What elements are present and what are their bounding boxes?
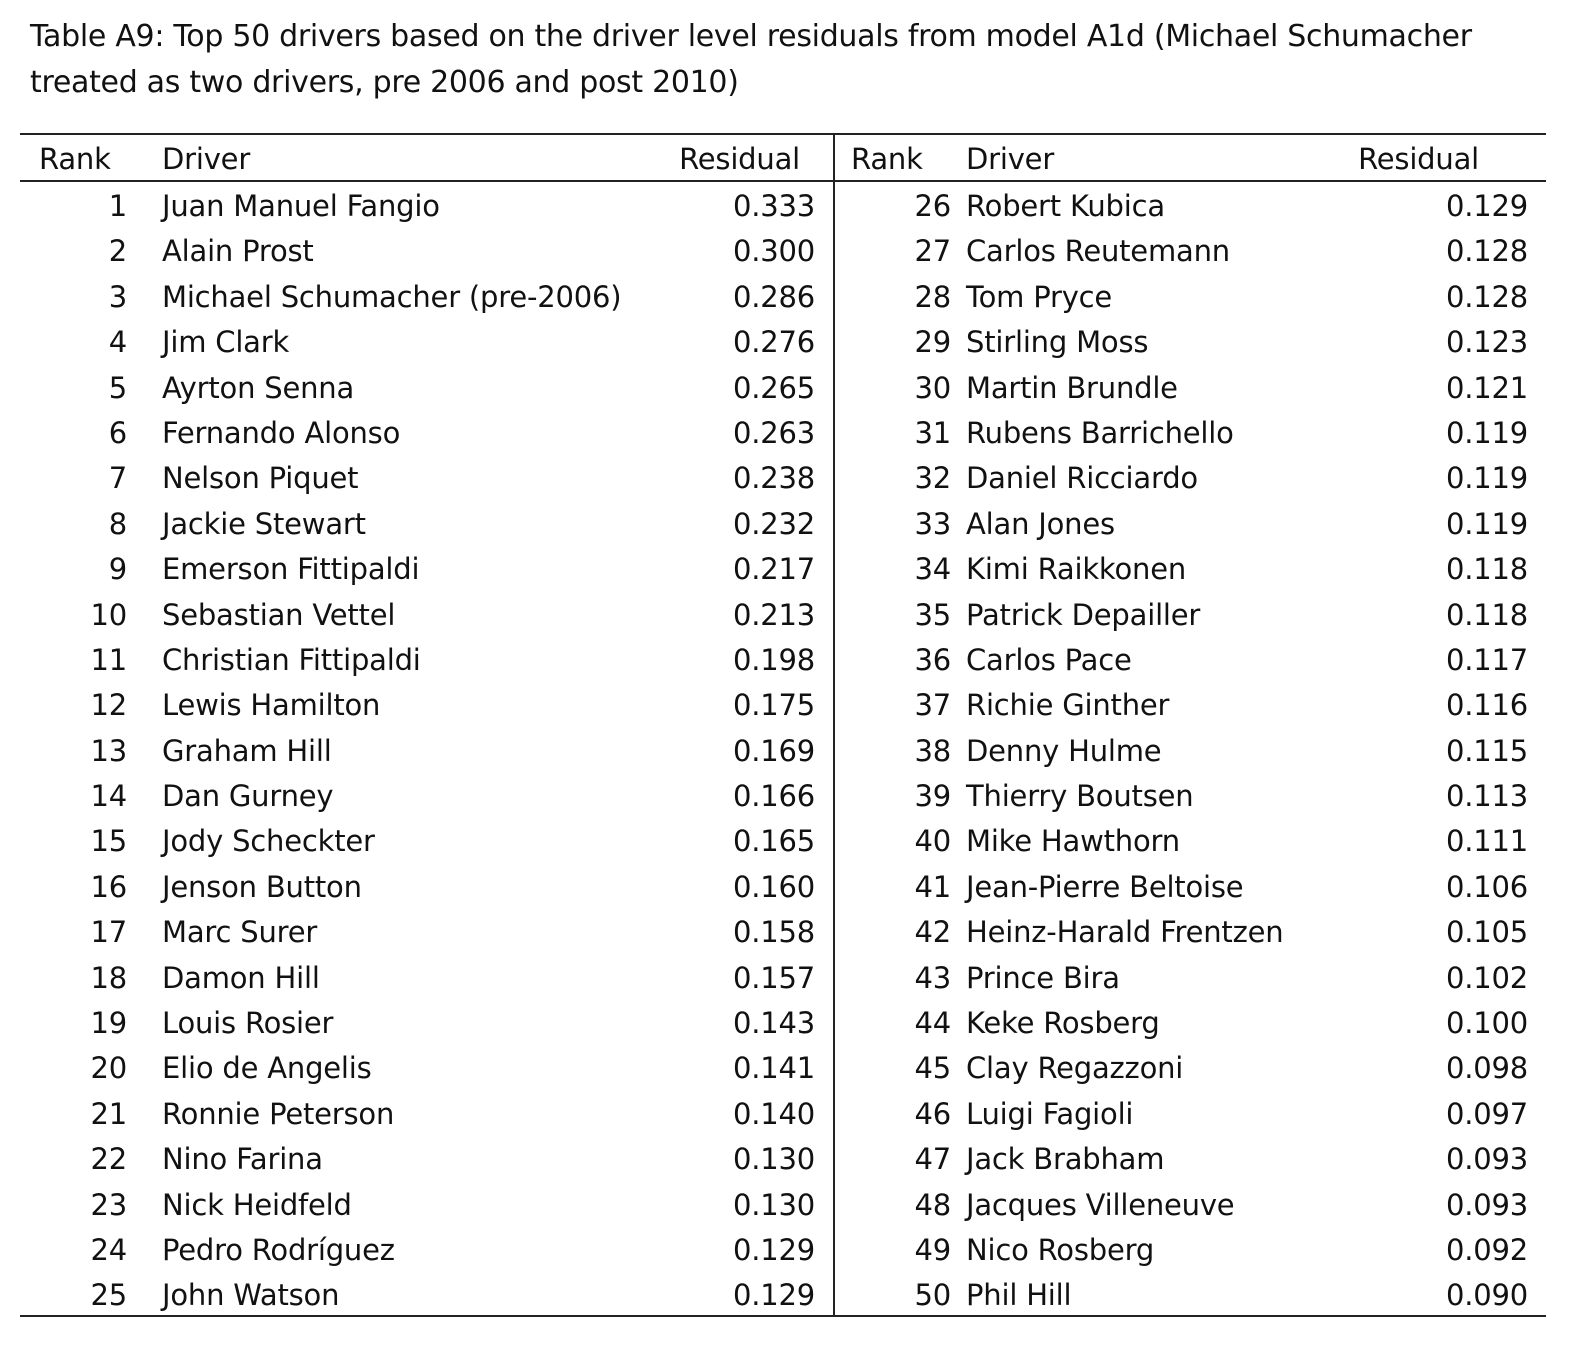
rank-cell: 11 — [90, 642, 127, 677]
residual-cell: 0.097 — [1445, 1096, 1528, 1131]
rank-cell: 33 — [914, 506, 951, 541]
rank-cell: 36 — [914, 642, 951, 677]
driver-cell: Jim Clark — [162, 325, 290, 360]
driver-cell: Pedro Rodríguez — [162, 1232, 395, 1267]
residual-cell: 0.165 — [732, 824, 815, 859]
driver-cell: Elio de Angelis — [162, 1051, 372, 1086]
driver-cell: Dan Gurney — [162, 779, 334, 814]
residual-cell: 0.130 — [732, 1187, 815, 1222]
header-driver: Driver — [966, 142, 1055, 176]
rank-cell: 18 — [90, 960, 127, 995]
table-row — [20, 273, 833, 318]
residual-cell: 0.092 — [1445, 1232, 1528, 1267]
residual-cell: 0.143 — [732, 1006, 815, 1041]
residual-cell: 0.121 — [1445, 370, 1528, 405]
driver-cell: Emerson Fittipaldi — [162, 552, 420, 587]
residual-cell: 0.102 — [1445, 960, 1528, 995]
rank-cell: 12 — [90, 688, 127, 723]
rank-cell: 1 — [108, 189, 127, 223]
table-row — [20, 1226, 833, 1271]
table-row — [835, 863, 1546, 908]
rank-cell: 13 — [90, 733, 127, 768]
rank-cell: 27 — [914, 234, 951, 269]
header-residual: Residual — [679, 142, 800, 176]
table-row — [835, 409, 1546, 454]
rank-cell: 48 — [914, 1187, 951, 1222]
driver-cell: Damon Hill — [162, 960, 320, 995]
rank-cell: 34 — [914, 552, 951, 587]
residual-cell: 0.090 — [1445, 1278, 1528, 1313]
driver-cell: Keke Rosberg — [966, 1006, 1160, 1041]
table-row — [20, 500, 833, 545]
driver-cell: Martin Brundle — [966, 370, 1178, 405]
driver-cell: Rubens Barrichello — [966, 415, 1234, 450]
residual-cell: 0.116 — [1445, 688, 1528, 723]
rank-cell: 4 — [108, 325, 127, 360]
table-row — [20, 908, 833, 953]
driver-cell: Ronnie Peterson — [162, 1096, 395, 1131]
driver-cell: Kimi Raikkonen — [966, 552, 1187, 587]
driver-cell: Christian Fittipaldi — [162, 642, 421, 677]
table-row — [20, 863, 833, 908]
rank-cell: 35 — [914, 597, 951, 632]
residual-cell: 0.141 — [732, 1051, 815, 1086]
table-row — [835, 182, 1546, 227]
rank-cell: 19 — [90, 1006, 127, 1041]
rank-cell: 25 — [90, 1278, 127, 1313]
residual-cell: 0.157 — [732, 960, 815, 995]
table-row — [835, 999, 1546, 1044]
residual-cell: 0.111 — [1445, 824, 1528, 859]
table-row — [20, 772, 833, 817]
table-row — [20, 954, 833, 999]
rank-cell: 5 — [108, 370, 127, 405]
driver-cell: Robert Kubica — [966, 189, 1165, 223]
rank-cell: 41 — [914, 869, 951, 904]
rank-cell: 32 — [914, 461, 951, 496]
driver-cell: Jack Brabham — [966, 1142, 1165, 1177]
rank-cell: 40 — [914, 824, 951, 859]
drivers-table — [20, 133, 1546, 1317]
table-row — [20, 636, 833, 681]
driver-cell: Alain Prost — [162, 234, 314, 269]
header-row — [835, 135, 1546, 182]
rank-cell: 10 — [90, 597, 127, 632]
residual-cell: 0.128 — [1445, 234, 1528, 269]
header-row — [20, 135, 833, 182]
rank-cell: 38 — [914, 733, 951, 768]
residual-cell: 0.106 — [1445, 869, 1528, 904]
residual-cell: 0.175 — [732, 688, 815, 723]
rank-cell: 46 — [914, 1096, 951, 1131]
right-rows — [835, 182, 1546, 1317]
residual-cell: 0.118 — [1445, 597, 1528, 632]
driver-cell: Jackie Stewart — [162, 506, 366, 541]
table-caption: Table A9: Top 50 drivers based on the driver level residuals from model A1d (Michael Schumacher treated as two drivers, pre 2006 and post 2010) — [30, 19, 1472, 100]
driver-cell: Luigi Fagioli — [966, 1096, 1134, 1131]
residual-cell: 0.119 — [1445, 461, 1528, 496]
driver-cell: Graham Hill — [162, 733, 332, 768]
table-row — [835, 1135, 1546, 1180]
rank-cell: 6 — [108, 415, 127, 450]
residual-cell: 0.115 — [1445, 733, 1528, 768]
residual-cell: 0.113 — [1445, 779, 1528, 814]
driver-cell: Ayrton Senna — [162, 370, 355, 405]
driver-cell: Thierry Boutsen — [966, 779, 1194, 814]
driver-cell: Alan Jones — [966, 506, 1115, 541]
table-row — [20, 1181, 833, 1226]
residual-cell: 0.238 — [732, 461, 815, 496]
driver-cell: Heinz-Harald Frentzen — [966, 915, 1284, 950]
table-right-half — [835, 135, 1546, 1313]
driver-cell: Carlos Reutemann — [966, 234, 1230, 269]
table-row — [20, 1135, 833, 1180]
rank-cell: 16 — [90, 869, 127, 904]
table-row — [835, 1044, 1546, 1089]
rank-cell: 37 — [914, 688, 951, 723]
table-row — [835, 1090, 1546, 1135]
residual-cell: 0.130 — [732, 1142, 815, 1177]
driver-cell: Clay Regazzoni — [966, 1051, 1184, 1086]
table-row — [835, 545, 1546, 590]
table-row — [20, 545, 833, 590]
driver-cell: Tom Pryce — [966, 279, 1113, 314]
table-row — [20, 1044, 833, 1089]
rank-cell: 39 — [914, 779, 951, 814]
driver-cell: Patrick Depailler — [966, 597, 1201, 632]
table-row — [835, 636, 1546, 681]
driver-cell: Lewis Hamilton — [162, 688, 381, 723]
driver-cell: Juan Manuel Fangio — [162, 189, 440, 223]
driver-cell: Jody Scheckter — [162, 824, 375, 859]
rank-cell: 50 — [914, 1278, 951, 1313]
rank-cell: 29 — [914, 325, 951, 360]
residual-cell: 0.265 — [732, 370, 815, 405]
rank-cell: 3 — [108, 279, 127, 314]
table-row — [835, 227, 1546, 272]
rank-cell: 30 — [914, 370, 951, 405]
table-left-half — [20, 135, 833, 1313]
driver-cell: Louis Rosier — [162, 1006, 334, 1041]
header-residual: Residual — [1358, 142, 1479, 176]
driver-cell: Sebastian Vettel — [162, 597, 396, 632]
table-row — [20, 409, 833, 454]
table-row — [20, 364, 833, 409]
residual-cell: 0.198 — [732, 642, 815, 677]
rank-cell: 20 — [90, 1051, 127, 1086]
table-row — [835, 908, 1546, 953]
table-row — [20, 318, 833, 363]
table-row — [835, 591, 1546, 636]
rank-cell: 15 — [90, 824, 127, 859]
driver-cell: Prince Bira — [966, 960, 1120, 995]
rank-cell: 26 — [914, 189, 951, 223]
table-row — [835, 681, 1546, 726]
table-row — [20, 681, 833, 726]
rank-cell: 9 — [108, 552, 127, 587]
table-row — [20, 182, 833, 227]
table-row — [835, 1271, 1546, 1316]
residual-cell: 0.119 — [1445, 506, 1528, 541]
rank-cell: 44 — [914, 1006, 951, 1041]
residual-cell: 0.105 — [1445, 915, 1528, 950]
driver-cell: Richie Ginther — [966, 688, 1170, 723]
residual-cell: 0.123 — [1445, 325, 1528, 360]
rank-cell: 49 — [914, 1232, 951, 1267]
rank-cell: 28 — [914, 279, 951, 314]
residual-cell: 0.117 — [1445, 642, 1528, 677]
driver-cell: Nico Rosberg — [966, 1232, 1155, 1267]
rank-cell: 14 — [90, 779, 127, 814]
residual-cell: 0.169 — [732, 733, 815, 768]
residual-cell: 0.232 — [732, 506, 815, 541]
table-row — [835, 1181, 1546, 1226]
residual-cell: 0.166 — [732, 779, 815, 814]
rank-cell: 24 — [90, 1232, 127, 1267]
driver-cell: Jenson Button — [162, 869, 362, 904]
rank-cell: 31 — [914, 415, 951, 450]
table-row — [20, 999, 833, 1044]
rank-cell: 17 — [90, 915, 127, 950]
residual-cell: 0.098 — [1445, 1051, 1528, 1086]
driver-cell: Fernando Alonso — [162, 415, 401, 450]
driver-cell: Mike Hawthorn — [966, 824, 1180, 859]
header-driver: Driver — [162, 142, 251, 176]
table-row — [20, 1090, 833, 1135]
table-row — [835, 954, 1546, 999]
rank-cell: 23 — [90, 1187, 127, 1222]
table-row — [20, 454, 833, 499]
rank-cell: 45 — [914, 1051, 951, 1086]
residual-cell: 0.118 — [1445, 552, 1528, 587]
residual-cell: 0.128 — [1445, 279, 1528, 314]
residual-cell: 0.119 — [1445, 415, 1528, 450]
header-rank: Rank — [851, 142, 923, 176]
driver-cell: Carlos Pace — [966, 642, 1132, 677]
rank-cell: 47 — [914, 1142, 951, 1177]
residual-cell: 0.263 — [732, 415, 815, 450]
table-row — [20, 727, 833, 772]
residual-cell: 0.093 — [1445, 1187, 1528, 1222]
table-row — [835, 273, 1546, 318]
driver-cell: Nick Heidfeld — [162, 1187, 352, 1222]
driver-cell: Phil Hill — [966, 1278, 1072, 1313]
table-row — [835, 454, 1546, 499]
table-row — [835, 318, 1546, 363]
left-rows — [20, 182, 833, 1317]
residual-cell: 0.300 — [732, 234, 815, 269]
residual-cell: 0.158 — [732, 915, 815, 950]
driver-cell: Stirling Moss — [966, 325, 1149, 360]
rank-cell: 7 — [108, 461, 127, 496]
table-row — [835, 500, 1546, 545]
residual-cell: 0.129 — [732, 1232, 815, 1267]
table-row — [835, 817, 1546, 862]
driver-cell: Daniel Ricciardo — [966, 461, 1198, 496]
residual-cell: 0.217 — [732, 552, 815, 587]
driver-cell: Nino Farina — [162, 1142, 323, 1177]
driver-cell: Jean-Pierre Beltoise — [966, 869, 1244, 904]
table-row — [835, 727, 1546, 772]
residual-cell: 0.213 — [732, 597, 815, 632]
residual-cell: 0.129 — [1445, 189, 1528, 223]
residual-cell: 0.276 — [732, 325, 815, 360]
rank-cell: 2 — [108, 234, 127, 269]
residual-cell: 0.129 — [732, 1278, 815, 1313]
table-row — [20, 1271, 833, 1316]
driver-cell: Michael Schumacher (pre-2006) — [162, 279, 622, 314]
header-rank: Rank — [39, 142, 111, 176]
driver-cell: John Watson — [162, 1278, 340, 1313]
table-row — [835, 772, 1546, 817]
driver-cell: Denny Hulme — [966, 733, 1162, 768]
residual-cell: 0.286 — [732, 279, 815, 314]
rank-cell: 8 — [108, 506, 127, 541]
residual-cell: 0.160 — [732, 869, 815, 904]
residual-cell: 0.093 — [1445, 1142, 1528, 1177]
rank-cell: 43 — [914, 960, 951, 995]
rank-cell: 22 — [90, 1142, 127, 1177]
residual-cell: 0.140 — [732, 1096, 815, 1131]
table-row — [20, 817, 833, 862]
table-row — [835, 1226, 1546, 1271]
table-row — [20, 591, 833, 636]
table-row — [20, 227, 833, 272]
rank-cell: 21 — [90, 1096, 127, 1131]
driver-cell: Marc Surer — [162, 915, 318, 950]
driver-cell: Jacques Villeneuve — [966, 1187, 1235, 1222]
residual-cell: 0.100 — [1445, 1006, 1528, 1041]
residual-cell: 0.333 — [732, 189, 815, 223]
driver-cell: Nelson Piquet — [162, 461, 359, 496]
table-row — [835, 364, 1546, 409]
rank-cell: 42 — [914, 915, 951, 950]
